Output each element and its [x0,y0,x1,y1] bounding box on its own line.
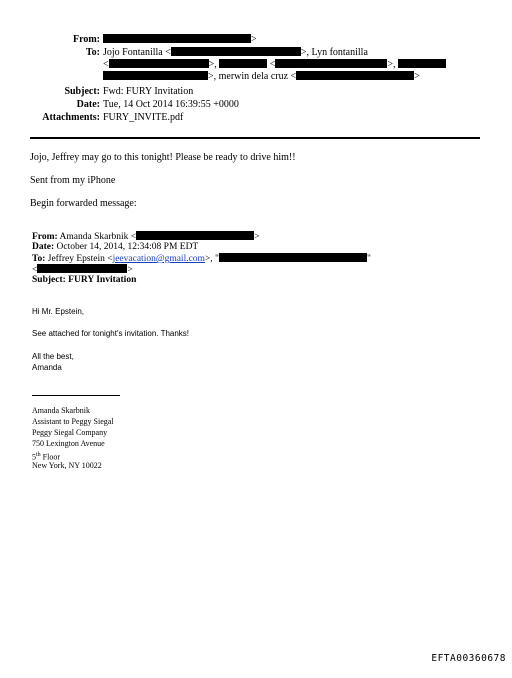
fwd-to-label: To: [32,254,46,264]
fwd-subject-label: Subject: [32,275,66,285]
subject-value: Fwd: FURY Invitation [103,86,194,97]
redaction-box [398,59,446,68]
to-line-3: >, merwin dela cruz < > [103,71,420,83]
fwd-date-label: Date: [32,242,55,252]
greeting: Hi Mr. Epstein, [32,307,85,316]
redaction-box [103,71,208,80]
fwd-from-label: From: [32,232,58,242]
attachments-label: Attachments: [42,112,100,123]
redaction-box [219,59,267,68]
fwd-from: From: Amanda Skarbnik < > [32,232,260,242]
body-line-1: Jojo, Jeffrey may go to this tonight! Please be ready to drive him!! [30,152,296,163]
redaction-box [37,264,127,273]
sig-line-5: 5th Floor [32,452,61,462]
redaction-box [275,59,387,68]
redaction-box [109,59,209,68]
body-line-3: Begin forwarded message: [30,198,137,209]
fwd-to-cont: < > [32,265,133,275]
signature-divider [32,395,120,396]
sig-line-3: Peggy Siegal Company [32,428,108,437]
email-link[interactable]: jeevacation@gmail.com [112,254,205,264]
email-header [0,0,512,130]
header-divider [30,137,480,139]
message-text: See attached for tonight's invitation. Thanks! [32,329,190,338]
sig-line-6: New York, NY 10022 [32,461,102,470]
sig-line-2: Assistant to Peggy Siegal [32,417,114,426]
gt: > [251,34,257,45]
redaction-box [296,71,414,80]
fwd-subject-value: FURY Invitation [68,275,137,285]
redaction-box [136,231,254,240]
document-id: EFTA00360678 [431,653,506,664]
fwd-to: To: Jeffrey Epstein <jeevacation@gmail.com>, " " [32,254,371,264]
to-line-2: < >, < >, [103,59,446,71]
redaction-box [219,253,367,262]
sig-line-4: 750 Lexington Avenue [32,439,105,448]
to-name-jojo: Jojo Fontanilla < [103,47,171,58]
to-name-lyn: >, Lyn fontanilla [300,47,368,58]
from-label: From: [72,34,100,45]
sender-name: Amanda [32,363,62,372]
redaction-box [171,47,301,56]
redaction-box [103,34,251,43]
to-label: To: [85,47,100,58]
date-value: Tue, 14 Oct 2014 16:39:55 +0000 [103,99,239,110]
to-line-1 [103,47,368,59]
fwd-date: Date: October 14, 2014, 12:34:08 PM EDT [32,242,199,252]
closing: All the best, [32,352,74,361]
to-name-merwin: >, merwin dela cruz < [208,71,297,82]
sig-line-1: Amanda Skarbnik [32,406,90,415]
fwd-subject [32,275,136,286]
from-value [103,34,257,46]
body-line-2: Sent from my iPhone [30,175,116,186]
date-label: Date: [76,99,100,110]
subject-label: Subject: [64,86,100,97]
attachments-value: FURY_INVITE.pdf [103,112,184,123]
